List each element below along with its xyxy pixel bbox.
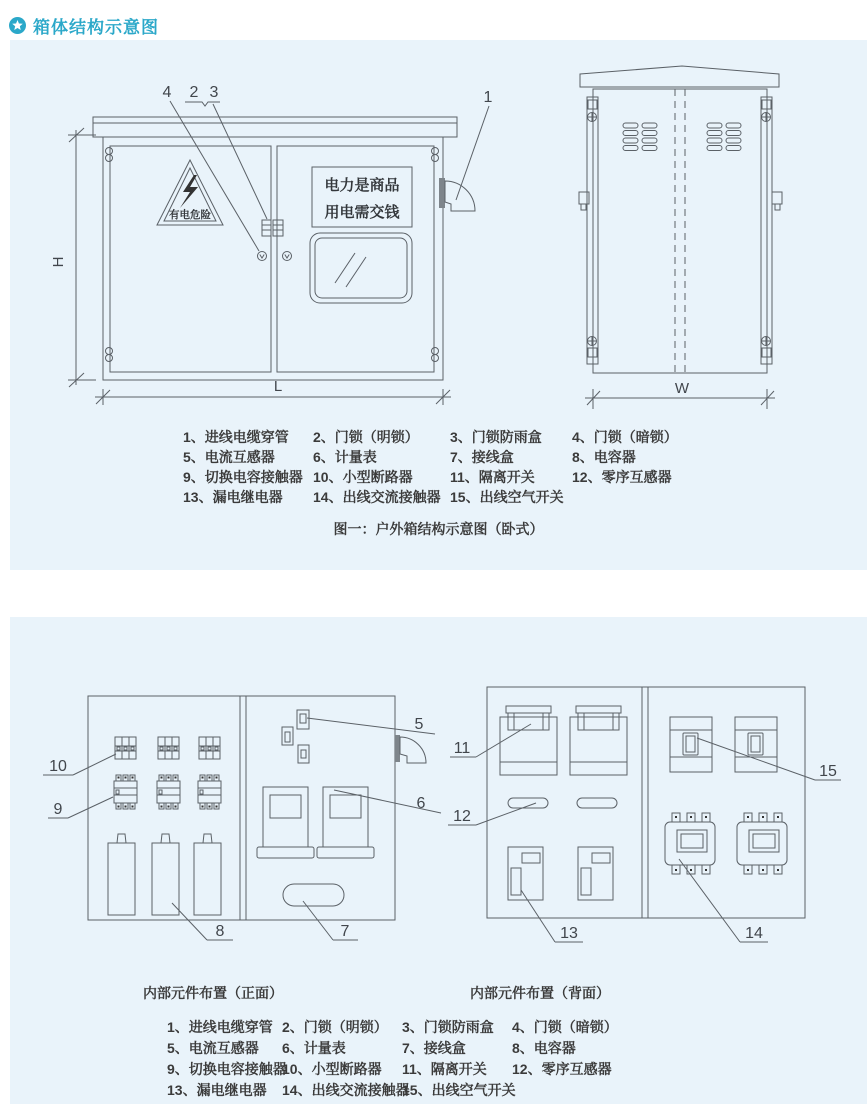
- cabinet-front-view: [50, 84, 493, 405]
- legend-item: 8、电容器: [512, 1040, 576, 1056]
- legend-item: [512, 1080, 672, 1100]
- legend-item: 15、出线空气开关: [450, 489, 564, 505]
- sign-line1: 电力是商品: [324, 177, 400, 194]
- figure1-legend: [183, 427, 732, 507]
- side-latches: [579, 192, 782, 210]
- wiring-slots: [508, 798, 617, 808]
- callout-5: 5: [414, 716, 424, 733]
- electric-hazard-sign: [157, 160, 223, 225]
- legend-item: 9、切换电容接触器: [167, 1061, 287, 1077]
- legend-item: 9、切换电容接触器: [183, 469, 303, 485]
- legend-item: 15、出线空气开关: [402, 1082, 516, 1098]
- legend-item: 13、漏电继电器: [183, 489, 283, 505]
- cable-entry-duct: [439, 178, 475, 211]
- callout-13: 13: [560, 925, 578, 942]
- sign-line2: 用电需交钱: [324, 204, 400, 221]
- front-callouts: [43, 716, 441, 940]
- callout-11: 11: [453, 740, 471, 757]
- internal-layout-front: [43, 696, 441, 940]
- vent-louvers: [623, 123, 741, 151]
- legend-item: 2、门锁（明锁）: [313, 429, 419, 445]
- callout-4: 4: [162, 84, 172, 101]
- figure1-caption: 图一：户外箱结构示意图（卧式）: [333, 521, 544, 537]
- legend-item: 14、出线交流接触器: [282, 1082, 410, 1098]
- legend-item: 14、出线交流接触器: [313, 489, 441, 505]
- legend-item: 5、电流互感器: [167, 1040, 259, 1056]
- dimension-L: [95, 378, 451, 405]
- legend-item: 7、接线盒: [402, 1040, 466, 1056]
- figure2-legend: [167, 1017, 672, 1101]
- internal-layout-back: [448, 687, 841, 942]
- legend-item: 6、计量表: [282, 1040, 346, 1056]
- legend-item: 4、门锁（暗锁）: [572, 429, 678, 445]
- callout-2: 2: [189, 84, 199, 101]
- door-lock-hardware: [258, 220, 292, 261]
- page-title: 箱体结构示意图: [33, 17, 159, 37]
- legend-item: 3、门锁防雨盒: [402, 1019, 494, 1035]
- dim-label-h: H: [50, 256, 67, 268]
- peaked-roof: [580, 66, 779, 87]
- capacitor-contactors: [114, 775, 221, 809]
- figure2-drawing: [10, 617, 867, 977]
- dim-label-l: L: [273, 378, 283, 395]
- legend-item: 3、门锁防雨盒: [450, 429, 542, 445]
- callout-14: 14: [745, 925, 763, 942]
- cabinet-side-view: [579, 66, 782, 409]
- meter-window: [310, 233, 412, 303]
- callout-10: 10: [49, 758, 67, 775]
- badge-star-icon: [9, 17, 26, 34]
- legend-item: 11、隔离开关: [450, 469, 535, 485]
- legend-item: 5、电流互感器: [183, 449, 275, 465]
- callout-6: 6: [416, 795, 426, 812]
- panel-gap: [0, 570, 867, 617]
- dim-label-w: W: [674, 380, 690, 397]
- outgoing-air-switches: [670, 717, 777, 772]
- page-header: [0, 0, 867, 40]
- figure2-panel: [10, 617, 867, 1104]
- callout-3: 3: [209, 84, 219, 101]
- junction-box: [283, 884, 344, 906]
- capacitors: [108, 834, 221, 915]
- legend-item: 10、小型断路器: [313, 469, 413, 485]
- callout-12: 12: [453, 808, 471, 825]
- lightning-bolt-icon: [180, 175, 198, 208]
- callout-1: 1: [483, 89, 493, 106]
- notice-sign: [312, 167, 412, 227]
- legend-item: 12、零序互感器: [572, 469, 672, 485]
- figure2-caption-back: 内部元件布置（背面）: [470, 985, 610, 1001]
- figure1-drawing: [10, 40, 867, 430]
- legend-item: 12、零序互感器: [512, 1061, 612, 1077]
- side-hinges: [588, 100, 772, 357]
- legend-item: 11、隔离开关: [402, 1061, 487, 1077]
- isolation-switches: [500, 706, 627, 775]
- legend-item: 6、计量表: [313, 449, 377, 465]
- legend-item: 4、门锁（暗锁）: [512, 1019, 618, 1035]
- cable-entry-duct: [395, 735, 426, 763]
- callout-9: 9: [53, 801, 63, 818]
- figure1-panel: [10, 40, 867, 570]
- figure2-caption-front: 内部元件布置（正面）: [143, 985, 283, 1001]
- legend-item: 1、进线电缆穿管: [183, 429, 289, 445]
- hazard-label: 有电危险: [169, 209, 211, 221]
- dimension-W: [585, 380, 775, 409]
- energy-meters: [257, 787, 374, 858]
- legend-item: [572, 487, 732, 507]
- callout-15: 15: [819, 763, 837, 780]
- callout-7: 7: [340, 923, 350, 940]
- leakage-relays: [508, 847, 613, 900]
- legend-item: 7、接线盒: [450, 449, 514, 465]
- dimension-H: [50, 128, 96, 387]
- legend-item: 10、小型断路器: [282, 1061, 382, 1077]
- callout-8: 8: [215, 923, 225, 940]
- mini-circuit-breakers: [115, 737, 220, 759]
- legend-item: 8、电容器: [572, 449, 636, 465]
- legend-item: 13、漏电继电器: [167, 1082, 267, 1098]
- back-callouts: [448, 724, 841, 942]
- current-transformers: [282, 710, 309, 763]
- legend-item: 2、门锁（明锁）: [282, 1019, 388, 1035]
- legend-item: 1、进线电缆穿管: [167, 1019, 273, 1035]
